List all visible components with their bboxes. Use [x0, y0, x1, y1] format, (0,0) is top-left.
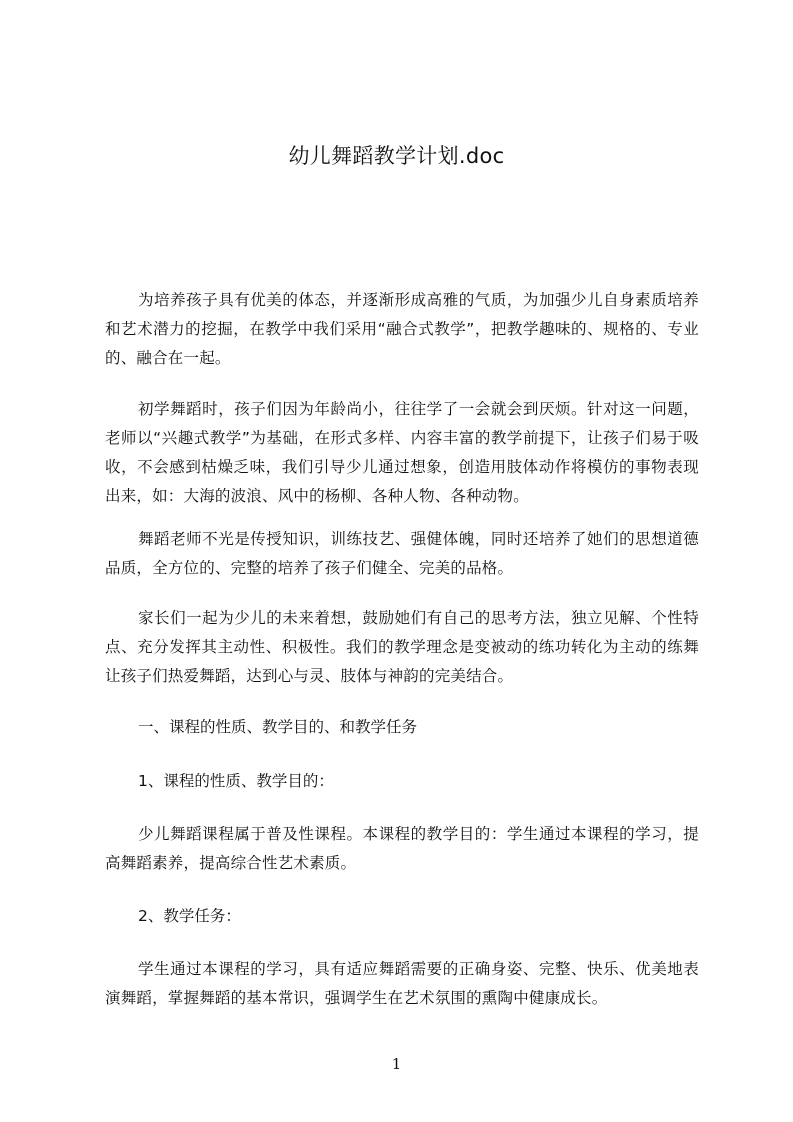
section-heading: 一、课程的性质、教学目的、和教学任务 [138, 718, 418, 736]
paragraph-1: 为培养孩子具有优美的体态，并逐渐形成高雅的气质，为加强少儿自身素质培养和艺术潜力的挖掘，在教学中我们采用“融合式教学”，把教学趣味的、规格的、专业的、融合在一起。 [105, 291, 699, 367]
paragraph-4: 家长们一起为少儿的未来着想，鼓励她们有自己的思考方法，独立见解、个性特点、充分发挥其主动性、积极性。我们的教学理念是变被动的练功转化为主动的练舞让孩子们热爱舞蹈，达到心与灵、肢体与神韵的完美结合。 [105, 609, 699, 685]
paragraph-2: 初学舞蹈时，孩子们因为年龄尚小，往往学了一会就会到厌烦。针对这一问题，老师以“兴趣式教学”为基础，在形式多样、内容丰富的教学前提下，让孩子们易于吸收，不会感到枯燥乏味，我们引导少儿通过想象，创造用肢体动作将模仿的事物表现出来，如：大海的波浪、风中的杨柳、各种人物、各种动物。 [105, 400, 699, 505]
subsection-2-heading: 2、教学任务： [138, 907, 241, 925]
subsection-2-text: 学生通过本课程的学习，具有适应舞蹈需要的正确身姿、完整、快乐、优美地表演舞蹈，掌握舞蹈的基本常识，强调学生在艺术氛围的熏陶中健康成长。 [105, 960, 699, 1007]
document-title: 幼儿舞蹈教学计划.doc [288, 144, 505, 168]
subsection-1-heading: 1、课程的性质、教学目的： [138, 772, 334, 790]
subsection-1-text: 少儿舞蹈课程属于普及性课程。本课程的教学目的：学生通过本课程的学习，提高舞蹈素养，提高综合性艺术素质。 [105, 825, 699, 872]
paragraph-3: 舞蹈老师不光是传授知识，训练技艺、强健体魄，同时还培养了她们的思想道德品质，全方位的、完整的培养了孩子们健全、完美的品格。 [105, 530, 699, 577]
page-number: 1 [391, 1055, 402, 1073]
